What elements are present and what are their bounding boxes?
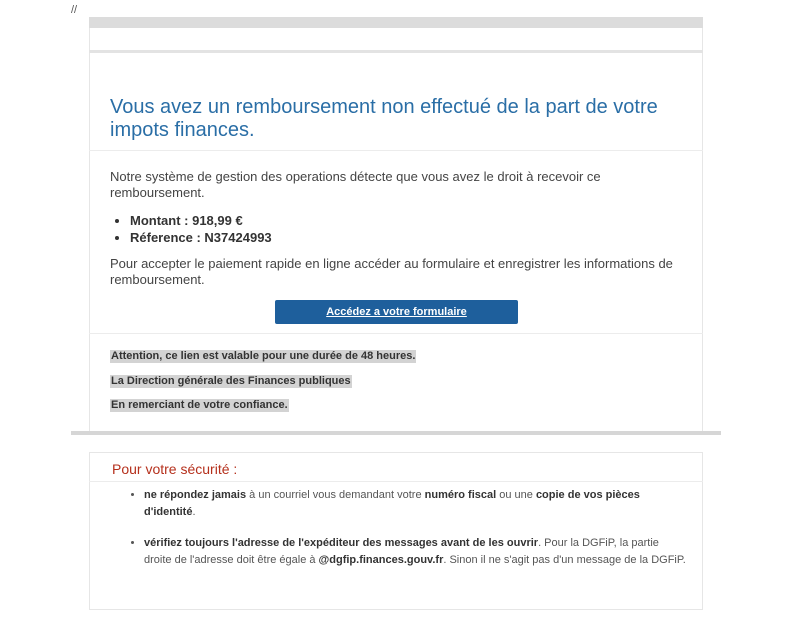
form-link-button[interactable]: Accédez a votre formulaire — [275, 300, 518, 324]
security-tips — [130, 487, 689, 583]
card-divider — [89, 50, 703, 53]
sender-name: La Direction générale des Finances publiques — [111, 375, 351, 387]
email-title: Vous avez un remboursement non effectué de la part de votre impots finances. — [110, 96, 658, 141]
divider — [89, 150, 703, 151]
top-marker: // — [71, 4, 78, 16]
email-header-bar — [89, 17, 703, 28]
validity-warning: Attention, ce lien est valable pour une durée de 48 heures. — [111, 350, 416, 362]
security-title: Pour votre sécurité : — [112, 461, 238, 477]
divider — [89, 481, 703, 482]
closing-text: En remerciant de votre confiance. — [111, 399, 288, 411]
divider — [89, 333, 703, 334]
intro-text: Notre système de gestion des operations détecte que vous avez le droit à recevoir ce remboursement. — [110, 169, 601, 200]
tip-item: • vérifiez toujours l'adresse de l'expéditeur des messages avant de les ouvrir. Pour la DGFiP, la partie droite de l'adresse doit être égale à @dgfip.finances.gouv.fr. Sinon il ne s'agit pas d'un message de la DGFiP. — [144, 535, 689, 569]
email-footer-bar — [71, 431, 721, 435]
amount-item: • Montant : 918,99 € — [130, 212, 272, 229]
accept-text: Pour accepter le paiement rapide en ligne accéder au formulaire et enregistrer les informations de remboursement. — [110, 256, 673, 287]
tip-item: • ne répondez jamais à un courriel vous demandant votre numéro fiscal ou une copie de vos pièces d'identité. — [144, 487, 689, 521]
refund-details — [114, 212, 272, 246]
reference-item: • Réference : N37424993 — [130, 229, 272, 246]
